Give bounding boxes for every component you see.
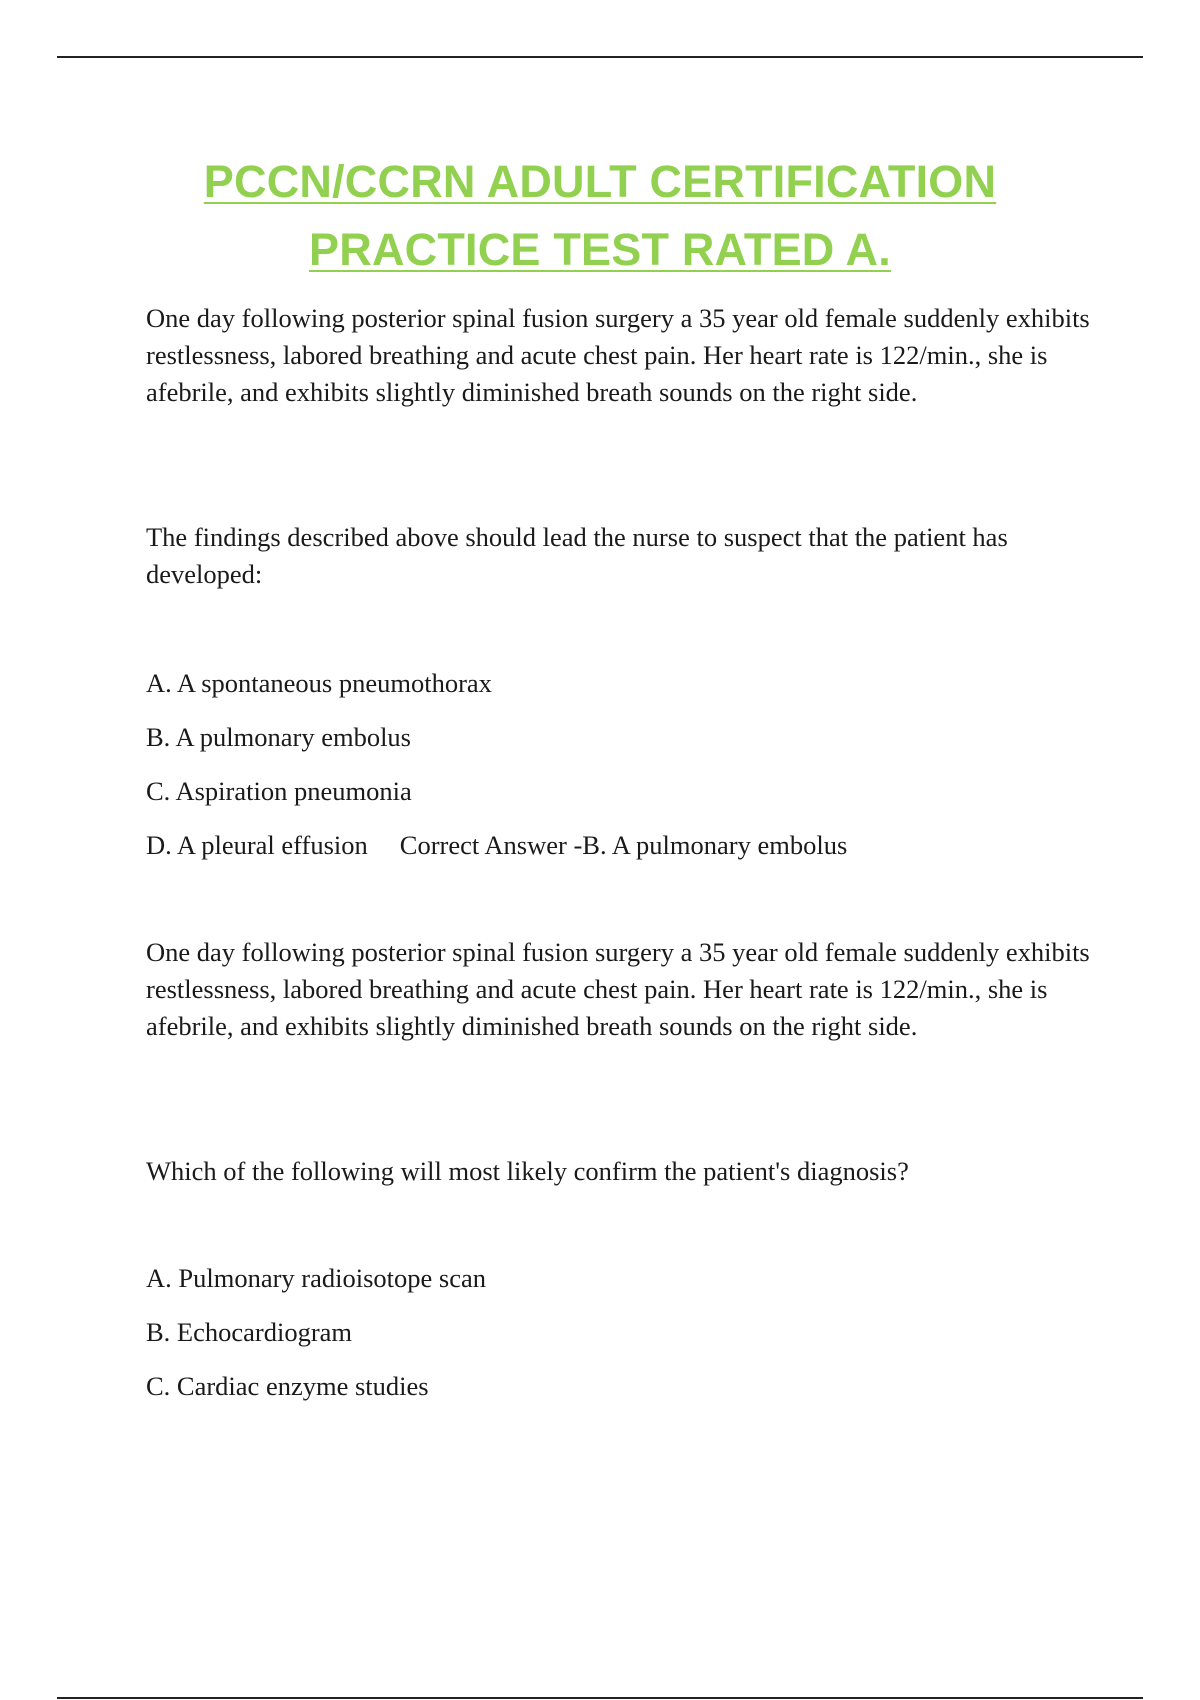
title-line-1: PCCN/CCRN ADULT CERTIFICATION bbox=[203, 156, 997, 207]
question-1-option-a: A. A spontaneous pneumothorax bbox=[146, 668, 492, 698]
question-1-option-d: D. A pleural effusion bbox=[146, 830, 368, 860]
question-2-options bbox=[146, 1260, 1096, 1405]
question-2-prompt: Which of the following will most likely confirm the patient's diagnosis? bbox=[146, 1156, 909, 1186]
question-1-option-b: B. A pulmonary embolus bbox=[146, 722, 411, 752]
top-rule bbox=[57, 56, 1143, 58]
question-1-scenario-block bbox=[146, 300, 1096, 411]
question-2-option-b: B. Echocardiogram bbox=[146, 1317, 353, 1347]
question-1-prompt-block bbox=[146, 519, 1096, 593]
title-line-2: PRACTICE TEST RATED A. bbox=[309, 224, 891, 275]
question-1-scenario: One day following posterior spinal fusion surgery a 35 year old female suddenly exhibits restlessness, labored breathing and acute chest pain. Her heart rate is 122/min., she is afebrile, and exhibits slightly diminished breath sounds on the right side. bbox=[146, 303, 1090, 407]
page-title bbox=[57, 148, 1143, 284]
question-2-option-a: A. Pulmonary radioisotope scan bbox=[146, 1263, 487, 1293]
question-2-option-c: C. Cardiac enzyme studies bbox=[146, 1371, 429, 1401]
question-2-scenario-block bbox=[146, 934, 1096, 1045]
bottom-rule bbox=[57, 1697, 1143, 1699]
question-1-options bbox=[146, 665, 1096, 864]
question-1-option-d-row bbox=[146, 827, 1096, 864]
question-1-prompt: The findings described above should lead the nurse to suspect that the patient has developed: bbox=[146, 522, 1008, 589]
question-1-correct-answer: Correct Answer -B. A pulmonary embolus bbox=[399, 830, 848, 860]
question-2-scenario: One day following posterior spinal fusion surgery a 35 year old female suddenly exhibits restlessness, labored breathing and acute chest pain. Her heart rate is 122/min., she is afebrile, and exhibits slightly diminished breath sounds on the right side. bbox=[146, 937, 1090, 1041]
question-2-prompt-block bbox=[146, 1153, 1096, 1190]
question-1-option-c: C. Aspiration pneumonia bbox=[146, 776, 412, 806]
